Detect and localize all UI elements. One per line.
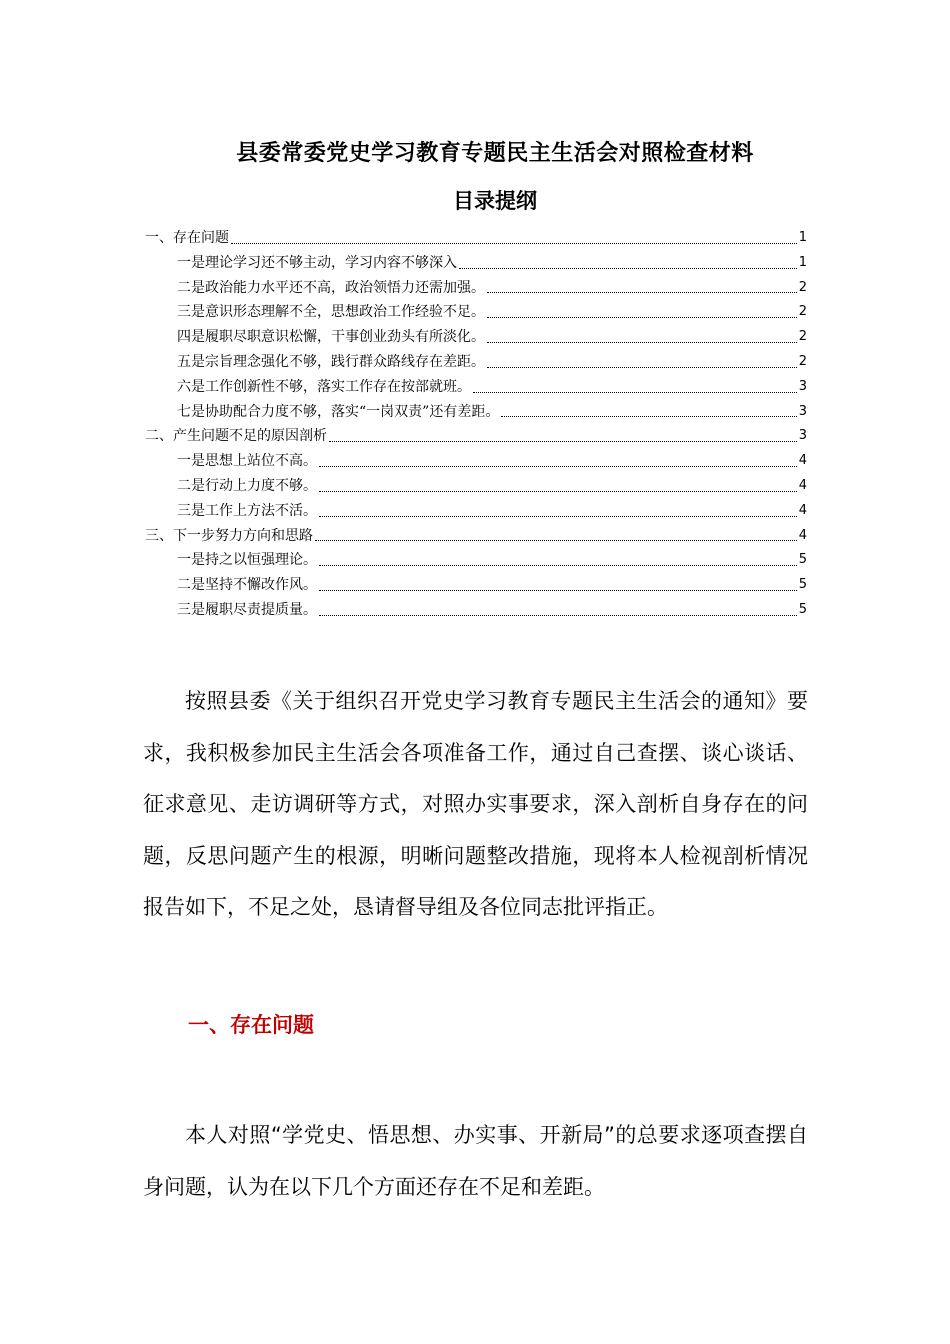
toc-entry-text: 一是思想上站位不高。: [177, 453, 317, 470]
toc-heading: 目录提纲: [453, 189, 537, 213]
section1-paragraph: 本人对照“学党史、悟思想、办实事、开新局”的总要求逐项查摆自身问题，认为在以下几个方面还存在不足和差距。: [143, 1123, 808, 1199]
toc-leader-dots: [329, 440, 797, 442]
toc-entry-text: 一、存在问题: [145, 230, 229, 246]
table-of-contents: [145, 226, 807, 623]
toc-entry-text: 五是宗旨理念强化不够，践行群众路线存在差距。: [177, 353, 485, 370]
toc-entry[interactable]: [145, 474, 807, 499]
toc-entry-page-number: 1: [798, 254, 807, 270]
toc-leader-dots: [319, 515, 797, 517]
document-title: 县委常委党史学习教育专题民主生活会对照检查材料: [236, 141, 754, 166]
toc-leader-dots: [487, 366, 797, 368]
toc-leader-dots: [319, 465, 797, 467]
toc-entry-text: 三是履职尽责提质量。: [177, 601, 317, 618]
toc-entry-text: 三、下一步努力方向和思路: [145, 527, 313, 544]
toc-entry-page-number: 4: [798, 453, 807, 469]
toc-entry-text: 二、产生问题不足的原因剖析: [145, 428, 327, 445]
toc-entry-page-number: 2: [798, 304, 807, 320]
toc-entry-page-number: 5: [798, 601, 807, 617]
toc-entry-page-number: 4: [798, 477, 807, 493]
toc-entry-text: 二是行动上力度不够。: [177, 477, 317, 494]
toc-leader-dots: [319, 490, 797, 492]
toc-entry[interactable]: [145, 300, 807, 325]
toc-leader-dots: [315, 539, 797, 541]
toc-entry-page-number: 1: [798, 230, 807, 245]
toc-leader-dots: [319, 589, 797, 591]
toc-entry[interactable]: [145, 325, 807, 350]
toc-entry[interactable]: [145, 548, 807, 573]
toc-entry-text: 四是履职尽职意识松懈，干事创业劲头有所淡化。: [177, 329, 485, 346]
toc-entry-page-number: 4: [798, 527, 807, 543]
toc-entry[interactable]: [145, 598, 807, 623]
toc-entry[interactable]: [145, 499, 807, 524]
toc-entry-page-number: 5: [798, 577, 807, 593]
toc-leader-dots: [487, 291, 797, 293]
toc-leader-dots: [473, 391, 797, 393]
toc-entry-text: 三是意识形态理解不全，思想政治工作经验不足。: [177, 304, 485, 321]
toc-entry[interactable]: [145, 226, 807, 251]
toc-entry-page-number: 2: [798, 353, 807, 369]
toc-leader-dots: [319, 564, 797, 566]
toc-entry-page-number: 3: [798, 403, 807, 419]
toc-entry-page-number: 2: [798, 329, 807, 345]
toc-entry-page-number: 3: [798, 428, 807, 444]
toc-entry[interactable]: [145, 573, 807, 598]
toc-leader-dots: [459, 267, 797, 269]
toc-leader-dots: [231, 242, 797, 244]
toc-entry[interactable]: [145, 251, 807, 276]
toc-entry-text: 一是持之以恒强理论。: [177, 552, 317, 569]
intro-paragraph: 按照县委《关于组织召开党史学习教育专题民主生活会的通知》要求，我积极参加民主生活会各项准备工作，通过自己查摆、谈心谈话、征求意见、走访调研等方式，对照办实事要求，深入剖析自身存在的问题，反思问题产生的根源，明晰问题整改措施，现将本人检视剖析情况报告如下，不足之处，恳请督导组及各位同志批评指正。: [143, 689, 808, 919]
toc-entry-text: 七是协助配合力度不够，落实“一岗双责”还有差距。: [177, 403, 500, 420]
toc-entry-text: 二是坚持不懈改作风。: [177, 577, 317, 594]
toc-entry[interactable]: [145, 375, 807, 400]
toc-entry[interactable]: [145, 524, 807, 549]
toc-entry-text: 一是理论学习还不够主动，学习内容不够深入: [177, 254, 457, 271]
toc-entry-page-number: 5: [798, 552, 807, 568]
toc-entry[interactable]: [145, 276, 807, 301]
toc-entry-page-number: 3: [798, 378, 807, 394]
section-heading-existing-problems: 一、存在问题: [188, 1013, 314, 1037]
toc-leader-dots: [487, 341, 797, 343]
toc-leader-dots: [319, 614, 797, 616]
toc-entry[interactable]: [145, 449, 807, 474]
toc-leader-dots: [487, 316, 797, 318]
toc-entry-page-number: 4: [798, 502, 807, 518]
toc-entry[interactable]: [145, 424, 807, 449]
toc-entry-text: 三是工作上方法不活。: [177, 502, 317, 519]
toc-entry-text: 六是工作创新性不够，落实工作存在按部就班。: [177, 378, 471, 395]
toc-leader-dots: [501, 415, 796, 417]
toc-entry-text: 二是政治能力水平还不高，政治领悟力还需加强。: [177, 279, 485, 296]
toc-entry[interactable]: [145, 400, 807, 425]
toc-entry-page-number: 2: [798, 279, 807, 295]
toc-entry[interactable]: [145, 350, 807, 375]
